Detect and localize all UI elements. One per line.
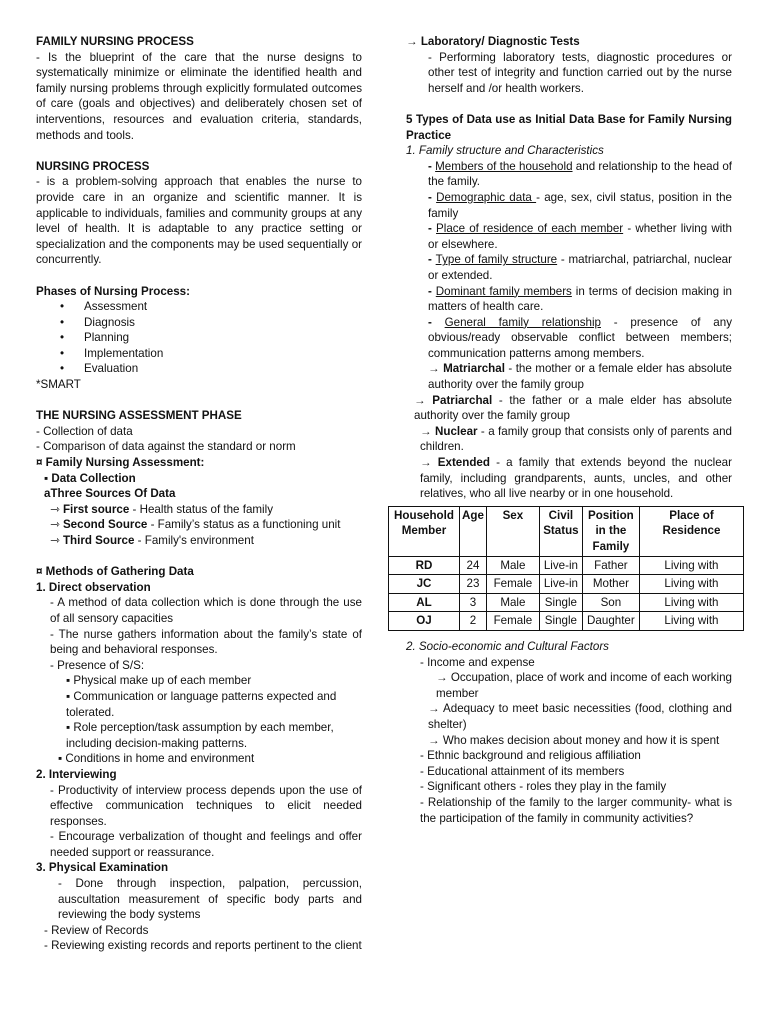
table-cell: Male <box>486 593 539 612</box>
table-cell: RD <box>389 556 460 575</box>
right-column <box>394 34 732 826</box>
table-cell: Daughter <box>582 612 639 631</box>
table-header: Age <box>460 506 487 556</box>
method-text: - Reviewing existing records and reports pertinent to the client <box>44 939 362 953</box>
socio-item: - Ethnic background and religious affiliation <box>420 749 641 763</box>
table-cell: Female <box>486 612 539 631</box>
method-text: - Productivity of interview process depends upon the use of effective communication techniques to elicit needed responses. <box>50 783 362 828</box>
arrow-icon: → <box>428 362 444 376</box>
arrow-icon: ⇾ <box>50 518 63 532</box>
table-cell: Living with <box>639 556 743 575</box>
arrow-icon: → <box>420 456 438 470</box>
arrow-icon: ⇾ <box>50 534 63 547</box>
table-cell: Mother <box>582 575 639 594</box>
assessment-item: - Comparison of data against the standard or norm <box>36 440 296 454</box>
arrow-icon: ⇾ <box>50 502 63 516</box>
list-item: • Diagnosis <box>60 315 362 331</box>
table-cell: Living with <box>639 593 743 612</box>
methods-title: ¤ Methods of Gathering Data <box>36 565 194 579</box>
structure-item: - Members of the household and relationship to the head of the family. <box>428 159 732 189</box>
list-item: • Planning <box>60 330 362 346</box>
method-text: ▪ Role perception/task assumption by each member, including decision-making patterns. <box>66 721 334 750</box>
table-cell: Male <box>486 556 539 575</box>
table-cell: Single <box>539 612 582 631</box>
table-row <box>389 593 744 612</box>
socio-item: → Adequacy to meet basic necessities (food, clothing and shelter) <box>428 702 732 731</box>
list-item: • Evaluation <box>60 361 362 377</box>
section-2-title: 2. Socio-economic and Cultural Factors <box>406 639 609 653</box>
method-text: - Review of Records <box>44 923 149 937</box>
table-cell: AL <box>389 593 460 612</box>
structure-item: - Demographic data - age, sex, civil status, position in the family <box>428 190 732 220</box>
assessment-title: THE NURSING ASSESSMENT PHASE <box>36 409 242 423</box>
table-cell: Single <box>539 593 582 612</box>
method-text: - Presence of S/S: <box>50 658 145 672</box>
table-header: Position in the Family <box>582 506 639 556</box>
method-text: - A method of data collection which is done through the use of all sensory capacities <box>50 596 362 625</box>
source-item: ⇾ Third Source - Family's environment <box>50 534 254 547</box>
structure-item: - Type of family structure - matriarchal, patriarchal, nuclear or extended. <box>428 253 732 282</box>
socio-item: - Income and expense <box>420 655 535 669</box>
table-header: Household Member <box>389 506 460 556</box>
table-row <box>389 612 744 631</box>
data-collection-heading: ▪ Data Collection <box>44 471 136 485</box>
structure-item: - General family relationship - presence of any obvious/ready observable conflict between members; communication patterns among members. <box>428 315 732 360</box>
method-3-title: 3. Physical Examination <box>36 861 169 875</box>
method-text: - The nurse gathers information about the family’s state of being and behavioral responses. <box>50 627 362 657</box>
list-item: • Implementation <box>60 346 362 362</box>
smart-note: *SMART <box>36 378 81 392</box>
left-column <box>36 34 362 954</box>
source-item: ⇾ First source - Health status of the family <box>50 502 274 516</box>
table-header: Place of Residence <box>639 506 743 556</box>
method-2-title: 2. Interviewing <box>36 767 117 781</box>
phases-title: Phases of Nursing Process: <box>36 284 190 298</box>
five-types-title: 5 Types of Data use as Initial Data Base for Family Nursing Practice <box>406 112 732 142</box>
family-type-item: → Extended - a family that extends beyond the nuclear family, including grandparents, aunts, uncles, and other relatives, who all live nearby or in one household. <box>420 456 732 501</box>
table-cell: 23 <box>460 575 487 594</box>
table-header: Sex <box>486 506 539 556</box>
section-1-title: 1. Family structure and Characteristics <box>406 144 604 158</box>
method-text: ▪ Conditions in home and environment <box>58 752 255 766</box>
table-cell: 2 <box>460 612 487 631</box>
lab-title: → Laboratory/ Diagnostic Tests <box>406 35 580 48</box>
structure-item: - Dominant family members in terms of decision making in matters of health care. <box>428 284 732 314</box>
table-cell: Father <box>582 556 639 575</box>
assessment-item: - Collection of data <box>36 424 133 438</box>
family-type-item: → Nuclear - a family group that consists only of parents and children. <box>420 424 732 454</box>
family-data-table <box>388 506 744 631</box>
method-text: ▪ Communication or language patterns expected and tolerated. <box>66 689 337 719</box>
table-header: Civil Status <box>539 506 582 556</box>
table-cell: Living with <box>639 612 743 631</box>
structure-item: - Place of residence of each member - whether living with or elsewhere. <box>428 222 732 251</box>
table-cell: JC <box>389 575 460 594</box>
family-type-item: → Matriarchal - the mother or a female elder has absolute authority over the family group <box>428 362 732 392</box>
np-definition: - is a problem-solving approach that enables the nurse to provide care in an organize and scientific manner. It is applicable to individuals, families and community groups at any level of health. It is adaptable to any practice setting or specialization and the components may be used sequentially or concurrently. <box>36 175 362 267</box>
method-text: - Done through inspection, palpation, percussion, auscultation measurement of specific body parts and reviewing the body systems <box>58 877 362 922</box>
table-cell: Live-in <box>539 575 582 594</box>
table-cell: Son <box>582 593 639 612</box>
table-row <box>389 556 744 575</box>
socio-item: - Relationship of the family to the larger community- what is the participation of the family in community activities? <box>420 795 732 825</box>
fnp-definition: - Is the blueprint of the care that the nurse designs to systematically minimize or eliminate the identified health and family nursing problems through explicitly formulated outcomes of care (goals and objectives) and deliberately chosen set of interventions, resources and evaluation criteria, standards, methods and tools. <box>36 50 362 142</box>
phases-list <box>36 299 362 377</box>
socio-item: - Educational attainment of its members <box>420 764 625 778</box>
three-sources-heading: aThree Sources Of Data <box>44 487 176 501</box>
family-type-item: → Patriarchal - the father or a male elder has absolute authority over the family group <box>414 393 732 423</box>
socio-item: - Significant others - roles they play in the family <box>420 780 667 794</box>
table-cell: Living with <box>639 575 743 594</box>
table-cell: 3 <box>460 593 487 612</box>
list-item: • Assessment <box>60 299 362 315</box>
socio-item: → Occupation, place of work and income of each working member <box>436 671 732 700</box>
table-cell: Female <box>486 575 539 594</box>
socio-item: → Who makes decision about money and how it is spent <box>428 733 720 747</box>
fnp-title: FAMILY NURSING PROCESS <box>36 35 194 48</box>
arrow-icon: → <box>414 393 433 407</box>
table-cell: OJ <box>389 612 460 631</box>
method-1-title: 1. Direct observation <box>36 580 151 594</box>
method-text: ▪ Physical make up of each member <box>66 674 252 688</box>
source-item: ⇾ Second Source - Family’s status as a functioning unit <box>50 518 341 532</box>
fna-title: ¤ Family Nursing Assessment: <box>36 456 205 470</box>
arrow-icon: → <box>420 424 435 438</box>
lab-text: - Performing laboratory tests, diagnostic procedures or other test of integrity and function carried out by the nurse herself and /or health workers. <box>428 50 732 95</box>
table-cell: 24 <box>460 556 487 575</box>
table-row <box>389 575 744 594</box>
table-header-row <box>389 506 744 556</box>
np-title: NURSING PROCESS <box>36 159 150 173</box>
method-text: - Encourage verbalization of thought and feelings and offer needed support or reassurance. <box>50 830 362 859</box>
table-cell: Live-in <box>539 556 582 575</box>
